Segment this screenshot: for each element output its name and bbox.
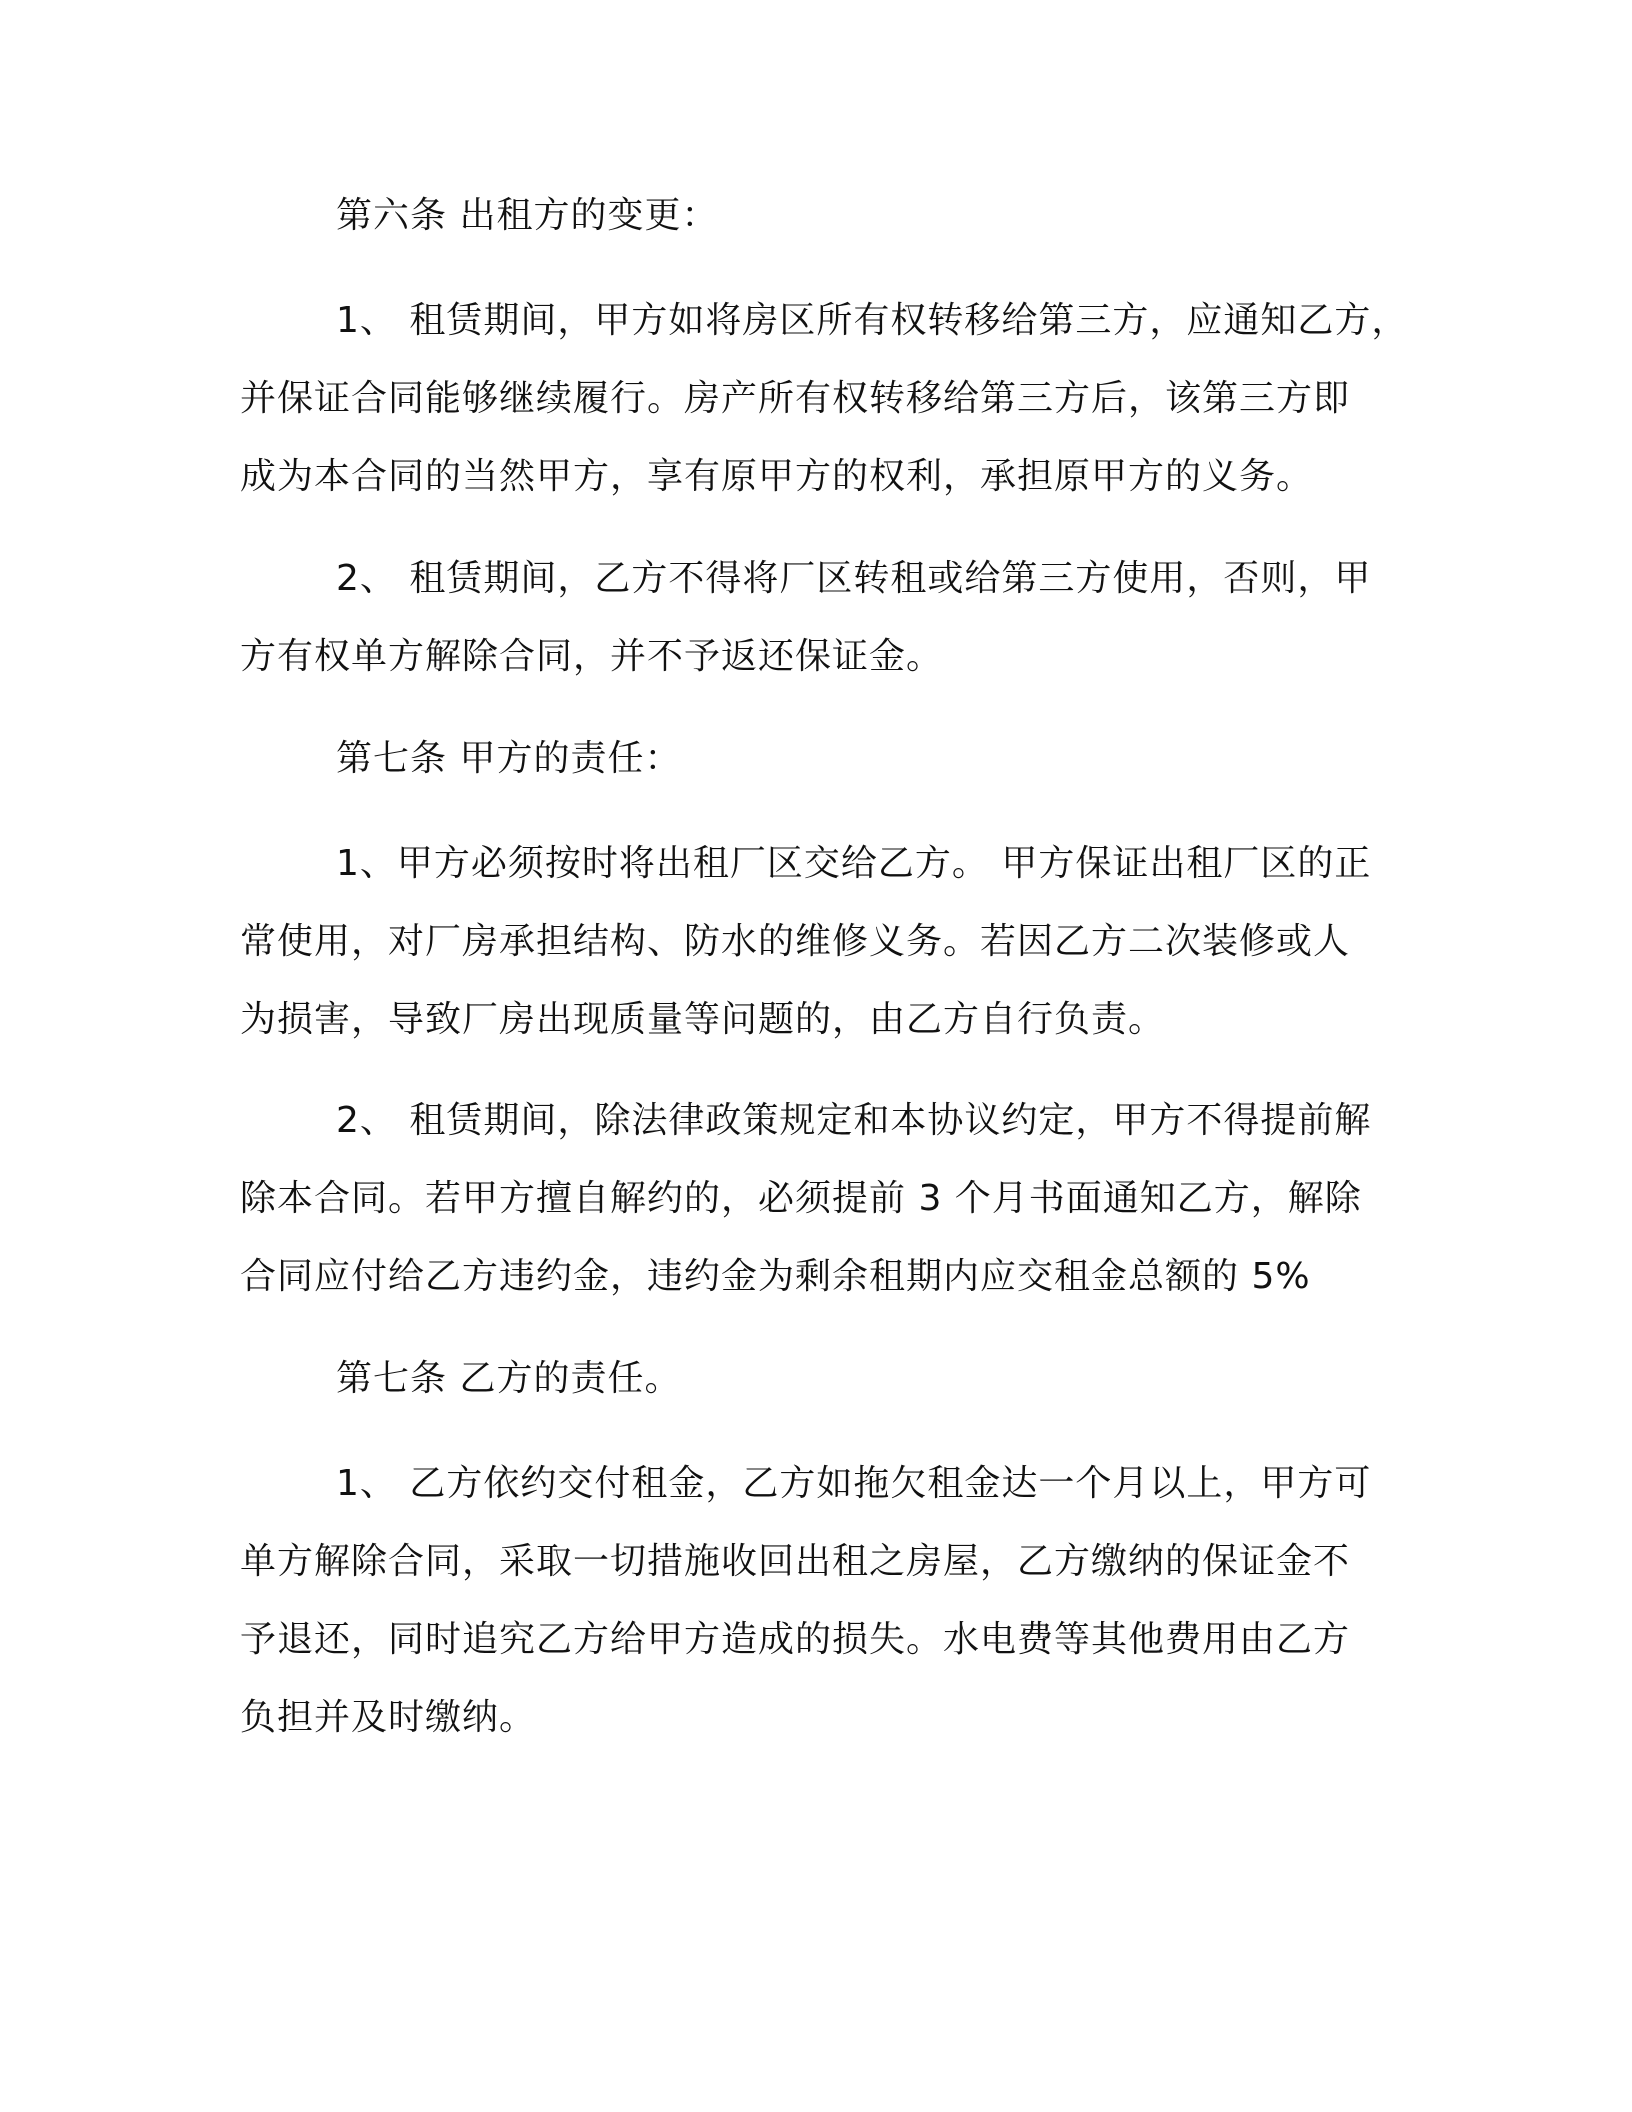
paragraph-line: 1、 乙方依约交付租金，乙方如拖欠租金达一个月以上，甲方可 — [336, 1463, 1372, 1504]
article-6-heading — [240, 177, 1400, 255]
paragraph-line: 2、 租赁期间，除法律政策规定和本协议约定，甲方不得提前解 — [336, 1100, 1372, 1141]
paragraph-line: 1、 租赁期间，甲方如将房区所有权转移给第三方，应通知乙方， — [336, 300, 1409, 341]
article-7-party-a-clause-1 — [240, 825, 1400, 1059]
paragraph-line: 并保证合同能够继续履行。房产所有权转移给第三方后，该第三方即 — [240, 378, 1351, 419]
heading-line: 第六条 出租方的变更： — [336, 195, 719, 236]
paragraph-line: 方有权单方解除合同，并不予返还保证金。 — [240, 636, 944, 677]
heading-line: 第七条 甲方的责任： — [336, 738, 682, 779]
paragraph-line: 为损害，导致厂房出现质量等问题的，由乙方自行负责。 — [240, 999, 1166, 1040]
paragraph-line: 1、甲方必须按时将出租厂区交给乙方。 甲方保证出租厂区的正 — [336, 843, 1372, 884]
paragraph-line: 予退还，同时追究乙方给甲方造成的损失。水电费等其他费用由乙方 — [240, 1619, 1351, 1660]
article-7-party-b-clause-1 — [240, 1445, 1400, 1757]
paragraph-line: 单方解除合同，采取一切措施收回出租之房屋，乙方缴纳的保证金不 — [240, 1541, 1351, 1582]
paragraph-line: 合同应付给乙方违约金，违约金为剩余租期内应交租金总额的 5% — [240, 1256, 1311, 1297]
paragraph-line: 成为本合同的当然甲方，享有原甲方的权利，承担原甲方的义务。 — [240, 456, 1314, 497]
article-7-party-a-heading — [240, 720, 1400, 798]
paragraph-line: 2、 租赁期间，乙方不得将厂区转租或给第三方使用，否则，甲 — [336, 558, 1372, 599]
article-6-clause-1 — [240, 282, 1409, 516]
paragraph-line: 常使用，对厂房承担结构、防水的维修义务。若因乙方二次装修或人 — [240, 921, 1351, 962]
article-6-clause-2 — [240, 540, 1400, 696]
article-7-party-b-heading — [240, 1340, 1400, 1418]
heading-line: 第七条 乙方的责任。 — [336, 1358, 682, 1399]
paragraph-line: 负担并及时缴纳。 — [240, 1697, 537, 1738]
article-7-party-a-clause-2 — [240, 1082, 1400, 1316]
paragraph-line: 除本合同。若甲方擅自解约的，必须提前 3 个月书面通知乙方，解除 — [240, 1178, 1362, 1219]
